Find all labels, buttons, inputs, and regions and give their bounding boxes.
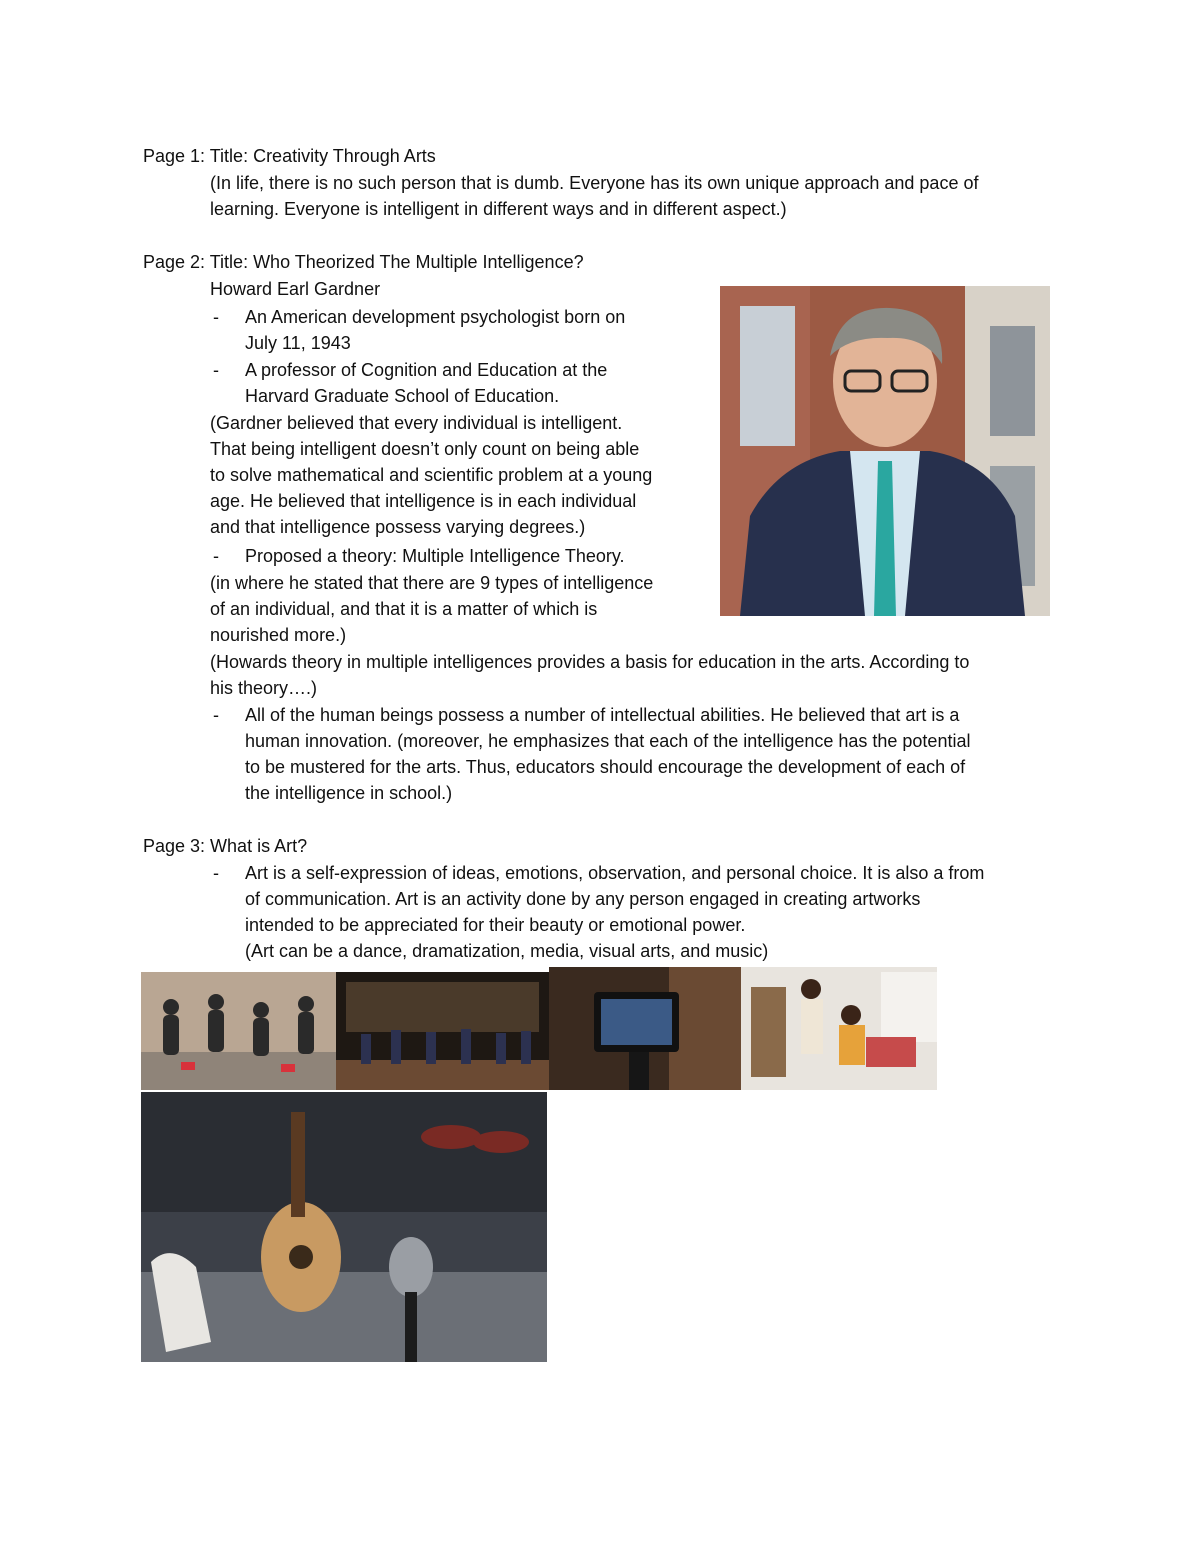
- page3-heading: Page 3: What is Art?: [143, 836, 308, 856]
- para2-line: of an individual, and that it is a matter of which is: [210, 599, 598, 619]
- page3-bullet-line: (Art can be a dance, dramatization, media, visual arts, and music): [245, 941, 769, 961]
- para1-line: (Gardner believed that every individual is intelligent.: [210, 413, 623, 433]
- portrait-photo: [720, 286, 1050, 616]
- para1-line: age. He believed that intelligence is in each individual: [210, 491, 637, 511]
- page1-note-line1: (In life, there is no such person that is dumb. Everyone has its own unique approach and pace of: [210, 173, 979, 193]
- music-studio-photo: [141, 1092, 547, 1362]
- bullet1-line2: July 11, 1943: [245, 333, 351, 353]
- para3-line: his theory….): [210, 678, 318, 698]
- para2-line: nourished more.): [210, 625, 347, 645]
- bullet3-line: Proposed a theory: Multiple Intelligence Theory.: [245, 546, 625, 566]
- page3-bullet-line: Art is a self-expression of ideas, emotions, observation, and personal choice. It is also a from: [245, 863, 985, 883]
- para3-line: (Howards theory in multiple intelligences provides a basis for education in the arts. According to: [210, 652, 970, 672]
- para1-line: That being intelligent doesn’t only count on being able: [210, 439, 640, 459]
- bullet-marker: -: [213, 307, 219, 327]
- bullet4-line: to be mustered for the arts. Thus, educators should encourage the development of each of: [245, 757, 966, 777]
- para1-line: to solve mathematical and scientific problem at a young: [210, 465, 653, 485]
- painting-photo: [741, 967, 937, 1090]
- bullet4-line: All of the human beings possess a number of intellectual abilities. He believed that art is a: [245, 705, 960, 725]
- theater-photo: [336, 972, 549, 1090]
- page1-heading: Page 1: Title: Creativity Through Arts: [143, 146, 436, 166]
- page3-bullet-line: of communication. Art is an activity done by any person engaged in creating artworks: [245, 889, 921, 909]
- bullet1-line1: An American development psychologist born on: [245, 307, 626, 327]
- bullet4-line: the intelligence in school.): [245, 783, 453, 803]
- person-name: Howard Earl Gardner: [210, 279, 381, 299]
- camera-photo: [549, 967, 741, 1090]
- page1-note-line2: learning. Everyone is intelligent in different ways and in different aspect.): [210, 199, 787, 219]
- para2-line: (in where he stated that there are 9 types of intelligence: [210, 573, 654, 593]
- bullet-marker: -: [213, 360, 219, 380]
- dance-photo: [141, 972, 336, 1090]
- page3-bullet-line: intended to be appreciated for their beauty or emotional power.: [245, 915, 746, 935]
- bullet-marker: -: [213, 863, 219, 883]
- page2-heading: Page 2: Title: Who Theorized The Multiple Intelligence?: [143, 252, 584, 272]
- bullet2-line2: Harvard Graduate School of Education.: [245, 386, 560, 406]
- bullet-marker: -: [213, 546, 219, 566]
- bullet-marker: -: [213, 705, 219, 725]
- bullet4-line: human innovation. (moreover, he emphasizes that each of the intelligence has the potential: [245, 731, 971, 751]
- para1-line: and that intelligence possess varying degrees.): [210, 517, 586, 537]
- bullet2-line1: A professor of Cognition and Education at the: [245, 360, 608, 380]
